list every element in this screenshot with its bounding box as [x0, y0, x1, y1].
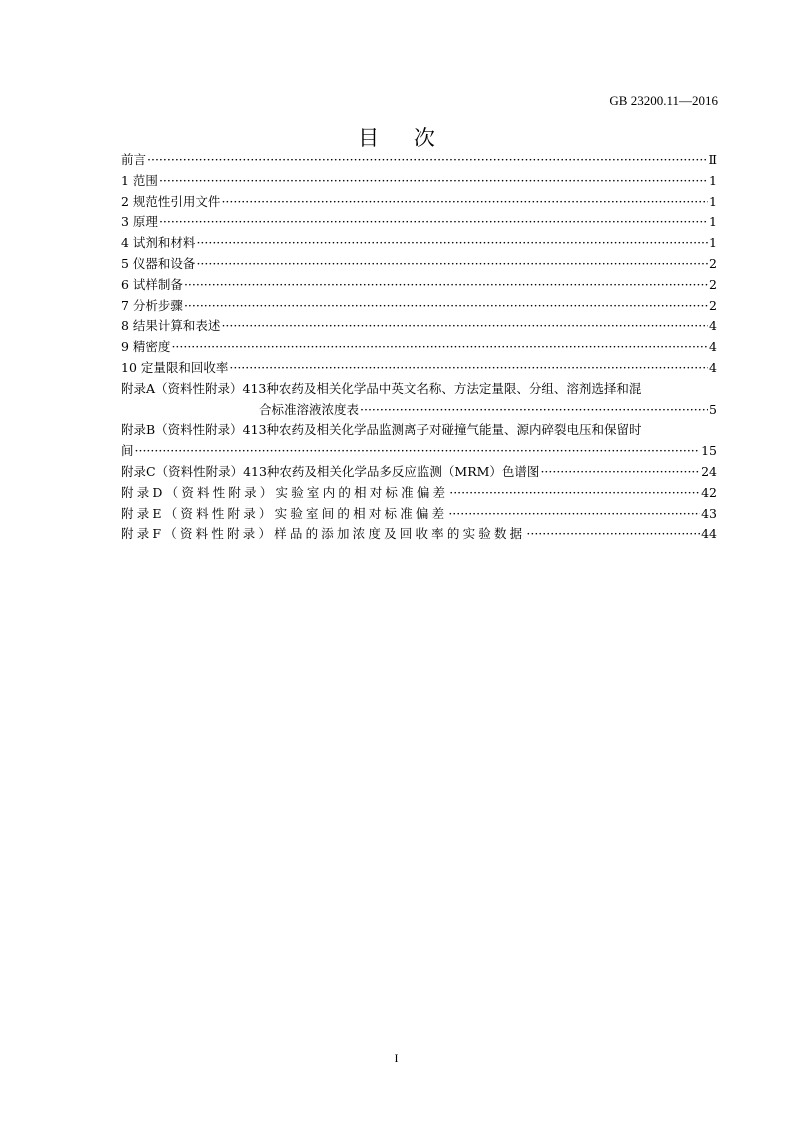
toc-page: 1: [709, 214, 717, 230]
page-number: I: [394, 1051, 399, 1065]
toc-label: 2 规范性引用文件: [121, 193, 221, 209]
dot-leader: [171, 337, 708, 358]
dot-leader: [159, 171, 708, 192]
toc-entry-appendix-f[interactable]: [121, 524, 717, 545]
toc-page: 15: [701, 443, 717, 459]
toc-label: 合标准溶液浓度表: [259, 401, 360, 417]
toc-entry-appendix-b-cont[interactable]: [121, 441, 717, 462]
dot-leader: [360, 400, 708, 421]
toc-entry-appendix-b[interactable]: [121, 420, 717, 441]
toc-label: 间: [121, 443, 134, 459]
toc-entry-loq[interactable]: [121, 358, 717, 379]
toc-label: 附录D（资料性附录）实验室内的相对标准偏差: [121, 484, 449, 500]
toc-label: 9 精密度: [121, 339, 171, 355]
dot-leader: [448, 504, 700, 525]
toc-label: 4 试剂和材料: [121, 235, 196, 251]
toc-label: 1 范围: [121, 172, 158, 188]
toc-entry-references[interactable]: [121, 192, 717, 213]
table-of-contents: [121, 150, 717, 545]
toc-label: 附录F（资料性附录）样品的添加浓度及回收率的实验数据: [121, 526, 526, 542]
toc-page: 4: [709, 359, 717, 375]
toc-entry-appendix-c[interactable]: [121, 462, 717, 483]
toc-label: 6 试样制备: [121, 276, 183, 292]
dot-leader: [159, 212, 708, 233]
toc-entry-sample-prep[interactable]: [121, 275, 717, 296]
toc-page: 5: [709, 401, 717, 417]
toc-entry-scope[interactable]: [121, 171, 717, 192]
toc-label: 10 定量限和回收率: [121, 359, 229, 375]
dot-leader: [184, 296, 708, 317]
dot-leader: [147, 150, 707, 171]
toc-entry-appendix-e[interactable]: [121, 504, 717, 525]
toc-page: 42: [701, 484, 717, 500]
toc-page: 2: [709, 255, 717, 271]
toc-label: 5 仪器和设备: [121, 255, 196, 271]
toc-title: 目 次: [358, 126, 449, 150]
toc-entry-calculation[interactable]: [121, 316, 717, 337]
toc-page: 4: [709, 318, 717, 334]
dot-leader: [221, 192, 708, 213]
dot-leader: [449, 483, 700, 504]
toc-label: 前言: [121, 152, 147, 167]
toc-label: 3 原理: [121, 214, 158, 230]
dot-leader: [221, 316, 708, 337]
toc-label: 附录B（资料性附录）413种农药及相关化学品监测离子对碰撞气能量、源内碎裂电压和保留时: [121, 422, 642, 438]
toc-label: 附录A（资料性附录）413种农药及相关化学品中英文名称、方法定量限、分组、溶剂选择和混: [121, 380, 642, 396]
toc-entry-procedure[interactable]: [121, 296, 717, 317]
toc-page: 1: [709, 172, 717, 188]
toc-label: 7 分析步骤: [121, 297, 183, 313]
toc-entry-reagents[interactable]: [121, 233, 717, 254]
dot-leader: [196, 233, 708, 254]
toc-page: 4: [709, 339, 717, 355]
toc-entry-appendix-a-cont[interactable]: [121, 400, 717, 421]
toc-page: Ⅱ: [708, 152, 717, 167]
toc-entry-apparatus[interactable]: [121, 254, 717, 275]
dot-leader: [229, 358, 708, 379]
toc-page: 2: [709, 297, 717, 313]
toc-entry-principle[interactable]: [121, 212, 717, 233]
toc-entry-precision[interactable]: [121, 337, 717, 358]
toc-label: 8 结果计算和表述: [121, 318, 221, 334]
toc-page: 2: [709, 276, 717, 292]
dot-leader: [184, 275, 708, 296]
dot-leader: [196, 254, 708, 275]
toc-page: 43: [701, 505, 717, 521]
toc-page: 44: [701, 526, 717, 542]
toc-entry-foreword[interactable]: [121, 150, 717, 171]
toc-label: 附录E（资料性附录）实验室间的相对标准偏差: [121, 505, 448, 521]
toc-page: 1: [709, 235, 717, 251]
toc-label: 附录C（资料性附录）413种农药及相关化学品多反应监测（MRM）色谱图: [121, 463, 540, 479]
dot-leader: [540, 462, 700, 483]
dot-leader: [135, 441, 701, 462]
toc-page: 24: [701, 463, 717, 479]
dot-leader: [526, 524, 700, 545]
toc-page: 1: [709, 193, 717, 209]
toc-entry-appendix-a[interactable]: [121, 379, 717, 400]
standard-code: GB 23200.11—2016: [609, 93, 718, 108]
toc-entry-appendix-d[interactable]: [121, 483, 717, 504]
